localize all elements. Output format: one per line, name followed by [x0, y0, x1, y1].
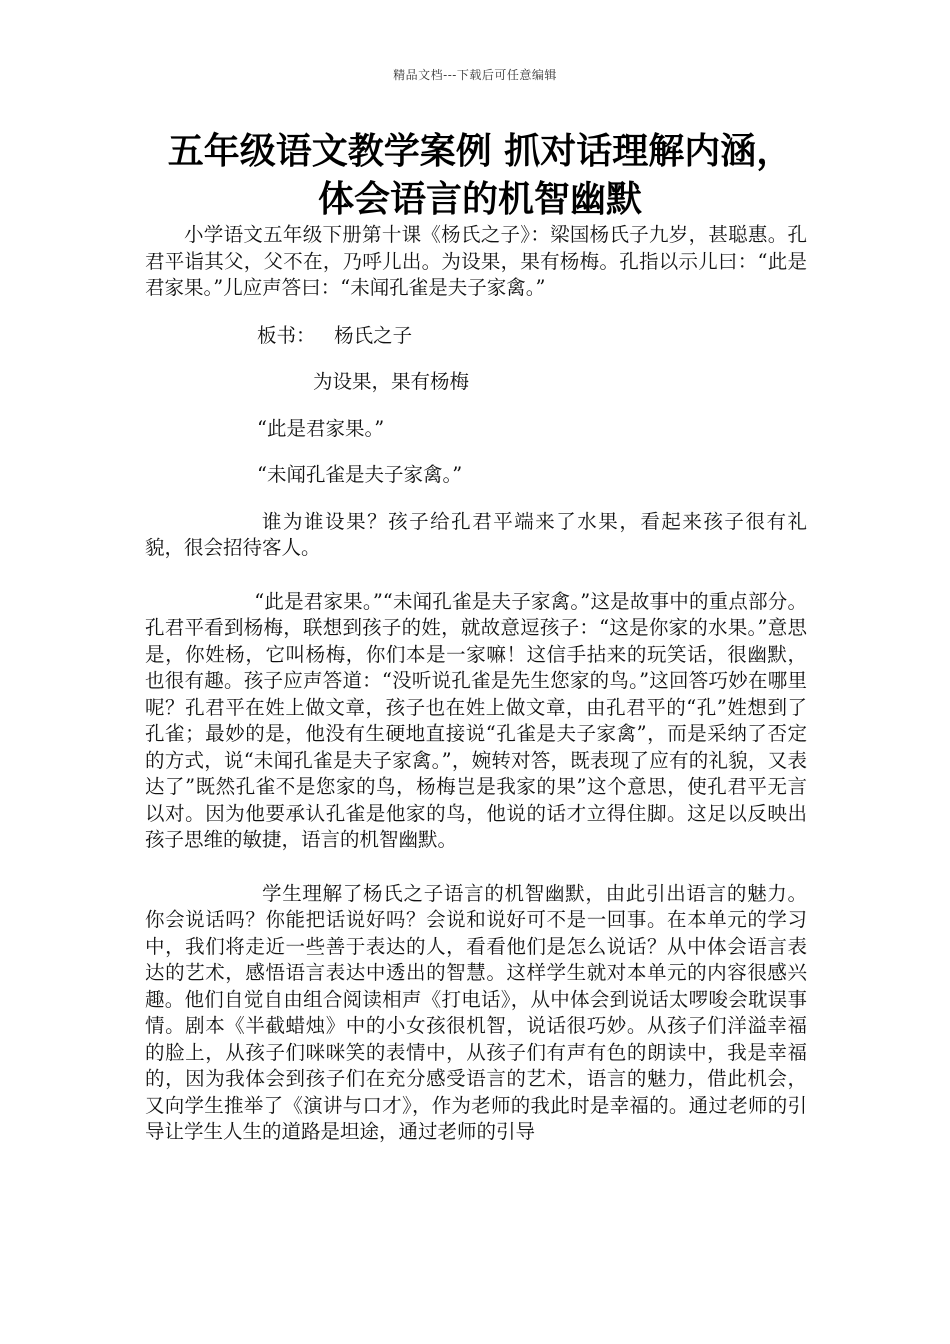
board-line-1: 为设果，果有杨梅: [313, 370, 470, 393]
document-body: [145, 222, 807, 1146]
header-note: 精品文档---下载后可任意编辑: [393, 68, 557, 82]
board-line-2: “此是君家果。”: [257, 416, 385, 440]
body-paragraph: “此是君家果。”“未闻孔雀是夫子家禽。”这是故事中的重点部分。孔君平看到杨梅，联想到孩子的姓，就故意逗孩子：“这是你家的水果。”意思是，你姓杨，它叫杨梅，你们本是一家嘛！这信手拈来的玩笑话，很幽默，也很有趣。孩子应声答道：“没听说孔雀是先生您家的鸟。”这回答巧妙在哪里呢？孔君平在姓上做文章，孩子也在姓上做文章，由孔君平的“孔”姓想到了孔雀；最妙的是，他没有生硬地直接说“孔雀是夫子家禽”，而是采纳了否定的方式，说“未闻孔雀是夫子家禽。”，婉转对答，既表现了应有的礼貌，又表达了”既然孔雀不是您家的鸟，杨梅岂是我家的果”这个意思，使孔君平无言以对。因为他要承认孔雀是他家的鸟，他说的话才立得住脚。这足以反映出孩子思维的敏捷，语言的机智幽默。: [145, 589, 807, 851]
board-line-title: 板书： 杨氏之子: [257, 323, 413, 347]
title-line-1: 五年级语文教学案例 抓对话理解内涵，: [167, 131, 793, 172]
body-paragraph: 谁为谁设果？孩子给孔君平端来了水果，看起来孩子很有礼貌，很会招待客人。: [145, 509, 807, 559]
intro-paragraph: 小学语文五年级下册第十课《杨氏之子》：梁国杨氏子九岁，甚聪惠。孔君平诣其父，父不在，乃呼儿出。为设果，果有杨梅。孔指以示儿曰：“此是君家果。”儿应声答曰：“未闻孔雀是夫子家禽。”: [145, 223, 807, 299]
body-paragraph: 学生理解了杨氏之子语言的机智幽默，由此引出语言的魅力。你会说话吗？你能把话说好吗？会说和说好可不是一回事。在本单元的学习中，我们将走近一些善于表达的人，看看他们是怎么说话？从中体会语言表达的艺术，感悟语言表达中透出的智慧。这样学生就对本单元的内容很感兴趣。他们自觉自由组合阅读相声《打电话》，从中体会到说话太啰唆会耽误事情。剧本《半截蜡烛》中的小女孩很机智，说话很巧妙。从孩子们洋溢幸福的脸上，从孩子们咪咪笑的表情中，从孩子们有声有色的朗读中，我是幸福的，因为我体会到孩子们在充分感受语言的艺术，语言的魅力，借此机会，又向学生推举了《演讲与口才》，作为老师的我此时是幸福的。通过老师的引导让学生人生的道路是坦途，通过老师的引导: [145, 881, 807, 1143]
document-title: [150, 128, 810, 224]
title-line-2: 体会语言的机智幽默: [317, 179, 642, 220]
board-line-3: “未闻孔雀是夫子家禽。”: [257, 463, 463, 486]
